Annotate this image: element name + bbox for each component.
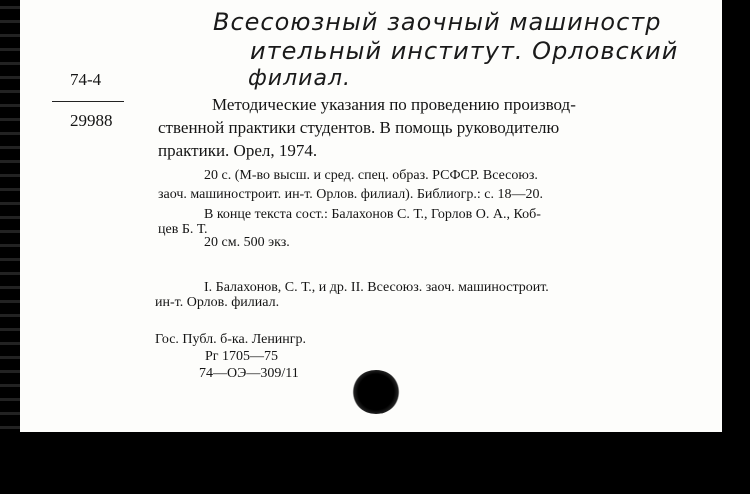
call-number-divider [52, 101, 124, 102]
scan-right-edge [722, 0, 750, 494]
pages-line-2: заоч. машиностроит. ин-т. Орлов. филиал). Библиогр.: с. 18—20. [158, 187, 543, 202]
handwritten-line-1: Всесоюзный заочный машиностр [213, 8, 662, 36]
note-line-2: цев Б. Т. [158, 222, 208, 237]
pages-line-1: 20 с. (М-во высш. и сред. спец. образ. РСФСР. Всесоюз. [204, 168, 538, 183]
scan-bottom-edge [0, 432, 750, 494]
ink-blot [352, 370, 400, 414]
handwritten-line-3: филиал. [248, 66, 352, 91]
format-line: 20 см. 500 экз. [204, 235, 290, 250]
printer-line-3: 74—ОЭ—309/11 [199, 366, 299, 381]
scan-left-edge [0, 0, 20, 494]
handwritten-line-2: ительный институт. Орловский [250, 37, 679, 65]
call-number: 74-4 [70, 70, 102, 89]
inventory-number: 29988 [70, 111, 113, 130]
title-line-3: практики. Орел, 1974. [158, 141, 318, 160]
tracing-line-2: ин-т. Орлов. филиал. [155, 295, 280, 310]
printer-line-2: Рг 1705—75 [205, 349, 279, 364]
tracing-line-1: I. Балахонов, С. Т., и др. II. Всесоюз. заоч. машиностроит. [204, 280, 549, 295]
title-line-2: ственной практики студентов. В помощь руководителю [158, 118, 560, 137]
printer-line-1: Гос. Публ. б-ка. Ленингр. [155, 332, 307, 347]
note-line-1: В конце текста сост.: Балахонов С. Т., Горлов О. А., Коб- [204, 207, 541, 222]
title-line-1: Методические указания по проведению производ- [212, 95, 576, 114]
